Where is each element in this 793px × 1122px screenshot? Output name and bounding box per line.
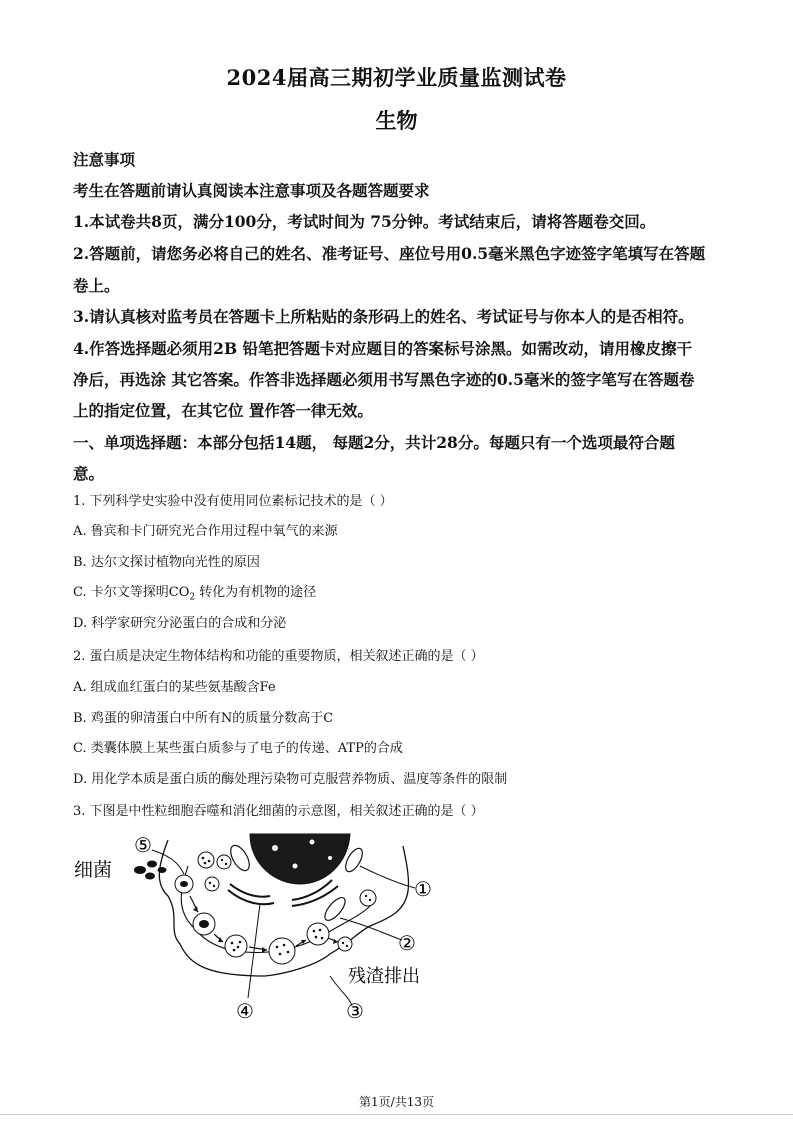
page-footer: 第1页/共13页 (359, 1095, 434, 1109)
neutrophil-diagram (60, 826, 440, 1031)
nucleus-spot (272, 845, 278, 851)
bacterium (145, 873, 155, 880)
q1-option-c (73, 584, 316, 607)
mitochondrion (227, 842, 253, 873)
section-1-heading-line-1: 一、单项选择题：本部分包括14题， 每题2分，共计28分。每题只有一个选项最符合题 (73, 433, 675, 452)
section-1-heading-line-2: 意。 (73, 464, 105, 483)
notice-heading: 注意事项 (73, 150, 136, 169)
q2-option-d: D. 用化学本质是蛋白质的酶处理污染物可克服营养物质、温度等条件的限制 (73, 772, 508, 787)
leader-line-5 (152, 850, 184, 874)
q1-stem: 1. 下列科学史实验中没有使用同位素标记技术的是（ ） (73, 494, 393, 509)
bottom-rule (0, 1114, 793, 1115)
exam-title: 2024届高三期初学业质量监测试卷 (226, 65, 567, 90)
notice-item-4-line-3: 上的指定位置，在其它位 置作答一律无效。 (73, 401, 373, 420)
neutrophil-figure (60, 826, 440, 1031)
notice-intro: 考生在答题前请认真阅读本注意事项及各题答题要求 (73, 181, 430, 200)
bacterium (134, 866, 146, 874)
bacterium (147, 861, 157, 868)
notice-item-4-line-2: 净后，再选涂 其它答案。作答非选择题必须用书写黑色字迹的0.5毫米的签字笔写在答题卷 (73, 370, 695, 389)
q2-option-c: C. 类囊体膜上某些蛋白质参与了电子的传递、ATP的合成 (73, 741, 403, 756)
notice-item-1: 1.本试卷共8页，满分100分，考试时间为 75分钟。考试结束后，请将答题卷交回。 (73, 212, 656, 231)
bacteria-label: 细菌 (74, 859, 113, 881)
marker-1: ① (414, 877, 432, 901)
notice-item-4-line-1: 4.作答选择题必须用2B 铅笔把答题卡对应题目的答案标号涂黑。如需改动，请用橡皮擦干 (73, 339, 692, 358)
granule-vesicle (198, 852, 214, 868)
q2-option-b: B. 鸡蛋的卵清蛋白中所有N的质量分数高于C (73, 711, 334, 726)
marker-3: ③ (346, 999, 364, 1023)
lysosome (360, 890, 376, 906)
phagolysosome (225, 935, 247, 957)
residue-label: 残渣排出 (348, 966, 420, 987)
q1-option-d: D. 科学家研究分泌蛋白的合成和分泌 (73, 616, 287, 631)
nucleus (250, 834, 350, 884)
q1-option-c-sub: 2 (189, 592, 196, 603)
q2-stem: 2. 蛋白质是决定生物体结构和功能的重要物质，相关叙述正确的是（ ） (73, 649, 484, 664)
nucleus-spot (310, 840, 315, 845)
q3-stem: 3. 下图是中性粒细胞吞噬和消化细菌的示意图，相关叙述正确的是（ ） (73, 804, 484, 819)
marker-2: ② (398, 931, 416, 955)
granule-vesicle (205, 877, 219, 891)
q1-option-c-pre: C. 卡尔文等探明CO (73, 585, 190, 600)
leader-line-4 (248, 904, 260, 998)
exam-subject: 生物 (375, 108, 418, 133)
residual-body (338, 937, 352, 951)
marker-4: ④ (236, 999, 254, 1023)
notice-item-3: 3.请认真核对监考员在答题卡上所粘贴的条形码上的姓名、考试证号与你本人的是否相符。 (73, 307, 694, 326)
q1-option-b: B. 达尔文探讨植物向光性的原因 (73, 555, 260, 570)
marker-5: ⑤ (134, 833, 152, 857)
notice-item-2-line-2: 卷上。 (73, 276, 120, 295)
q1-option-a: A. 鲁宾和卡门研究光合作用过程中氧气的来源 (73, 524, 338, 539)
nucleus-spot (293, 864, 298, 869)
bacterium (158, 867, 167, 873)
nucleus-spot (328, 856, 332, 860)
phagolysosome (269, 938, 295, 964)
notice-item-2-line-1: 2.答题前，请您务必将自己的姓名、准考证号、座位号用0.5毫米黑色字迹签字笔填写在答题 (73, 244, 706, 263)
lysosome (307, 923, 329, 945)
golgi-stack (292, 886, 338, 906)
leader-line-2 (340, 918, 402, 940)
q1-option-c-post: 转化为有机物的途径 (199, 585, 317, 600)
granule-vesicle (217, 855, 231, 869)
q2-option-a: A. 组成血红蛋白的某些氨基酸含Fe (73, 680, 276, 695)
